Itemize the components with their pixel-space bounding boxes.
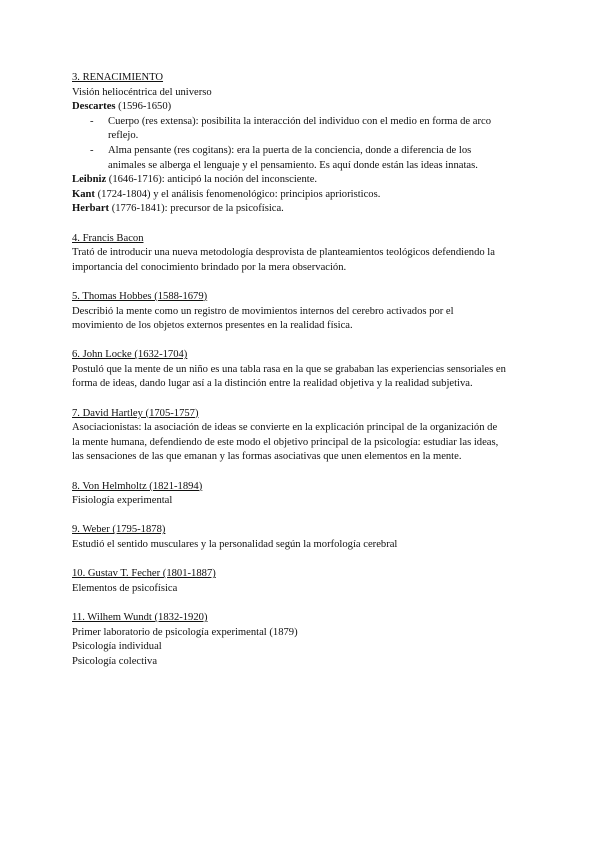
section-heading: 8. Von Helmholtz (1821-1894) xyxy=(72,480,203,492)
paragraph-line: Visión heliocéntrica del universo xyxy=(72,86,212,98)
person-text: (1646-1716): anticipó la noción del inconsciente. xyxy=(106,174,318,186)
section-renacimiento xyxy=(72,71,532,217)
dash-bullet-icon: - xyxy=(90,144,94,156)
section-heading: 4. Francis Bacon xyxy=(72,232,144,244)
section-heading: 7. David Hartley (1705-1757) xyxy=(72,407,199,419)
person-entry-descartes xyxy=(72,100,532,115)
list-item xyxy=(72,144,532,173)
person-text: (1724-1804) y el análisis fenomenológico: principios aprioristicos. xyxy=(94,188,381,200)
section-heading: 3. RENACIMIENTO xyxy=(72,72,164,83)
person-name: Leibniz xyxy=(72,174,107,186)
person-entry-leibniz xyxy=(72,173,532,188)
person-name: Descartes xyxy=(72,101,116,113)
section-weber xyxy=(72,523,532,552)
section-bacon xyxy=(72,232,532,276)
section-heading: 5. Thomas Hobbes (1588-1679) xyxy=(72,290,208,302)
bullet-list xyxy=(72,115,532,173)
list-item-line: Alma pensante (res cogitans): era la puerta de la conciencia, donde a diferencia de los xyxy=(108,144,472,156)
paragraph-line: forma de ideas, dando lugar así a la distinción entre la realidad objetiva y la realidad subjetiva. xyxy=(72,378,473,390)
list-item-line: animales se alberga el lenguaje y el pensamiento. Es aquí donde están las ideas innatas. xyxy=(108,159,478,171)
section-heading: 9. Weber (1795-1878) xyxy=(72,524,166,536)
paragraph-line: Fisiología experimental xyxy=(72,495,173,507)
paragraph-line: Psicología individual xyxy=(72,641,162,653)
paragraph-line: Psicología colectiva xyxy=(72,655,158,667)
section-heading: 10. Gustav T. Fecher (1801-1887) xyxy=(72,568,216,580)
paragraph-line: Estudió el sentido musculares y la personalidad según la morfología cerebral xyxy=(72,539,398,550)
section-wundt xyxy=(72,611,532,669)
paragraph-line: la mente humana, defendiendo de este modo el objetivo principal de la psicología: estudiar las ideas, xyxy=(72,436,499,448)
paragraph-line: importancia del conocimiento brindado por la mera observación. xyxy=(72,261,347,273)
person-text: (1776-1841): precursor de la psicofísica. xyxy=(109,203,284,215)
dash-bullet-icon: - xyxy=(90,115,94,127)
section-hartley xyxy=(72,407,532,465)
paragraph-line: Elementos de psicofísica xyxy=(72,582,178,594)
section-fecher xyxy=(72,567,532,596)
list-item-line: reflejo. xyxy=(108,130,139,142)
list-item-line: Cuerpo (res extensa): posibilita la interacción del individuo con el medio en forma de arco xyxy=(108,115,492,127)
person-name: Herbart xyxy=(72,203,110,215)
person-dates: (1596-1650) xyxy=(115,101,172,113)
paragraph-line: movimiento de los objetos externos presentes en la realidad física. xyxy=(72,320,353,332)
section-heading: 11. Wilhem Wundt (1832-1920) xyxy=(72,611,208,623)
list-item xyxy=(72,115,532,144)
section-locke xyxy=(72,348,532,392)
person-entry-herbart xyxy=(72,202,532,217)
section-helmholtz xyxy=(72,480,532,509)
paragraph-line: las sensaciones de las que emanan y las formas asociativas que unen elementos en la mente. xyxy=(72,451,462,463)
paragraph-line: Asociacionistas: la asociación de ideas se convierte en la explicación principal de la organización de xyxy=(72,422,498,434)
paragraph-line: Postuló que la mente de un niño es una tabla rasa en la que se grababan las experiencias sensoriales en xyxy=(72,363,506,375)
paragraph-line: Trató de introducir una nueva metodología desprovista de planteamientos teológicos defendiendo la xyxy=(72,247,495,259)
document-body xyxy=(72,71,532,684)
section-heading: 6. John Locke (1632-1704) xyxy=(72,349,188,361)
section-hobbes xyxy=(72,290,532,334)
person-entry-kant xyxy=(72,188,532,203)
paragraph-line: Describió la mente como un registro de movimientos internos del cerebro activados por el xyxy=(72,305,454,317)
paragraph-line: Primer laboratorio de psicología experimental (1879) xyxy=(72,626,298,638)
person-name: Kant xyxy=(72,188,95,200)
